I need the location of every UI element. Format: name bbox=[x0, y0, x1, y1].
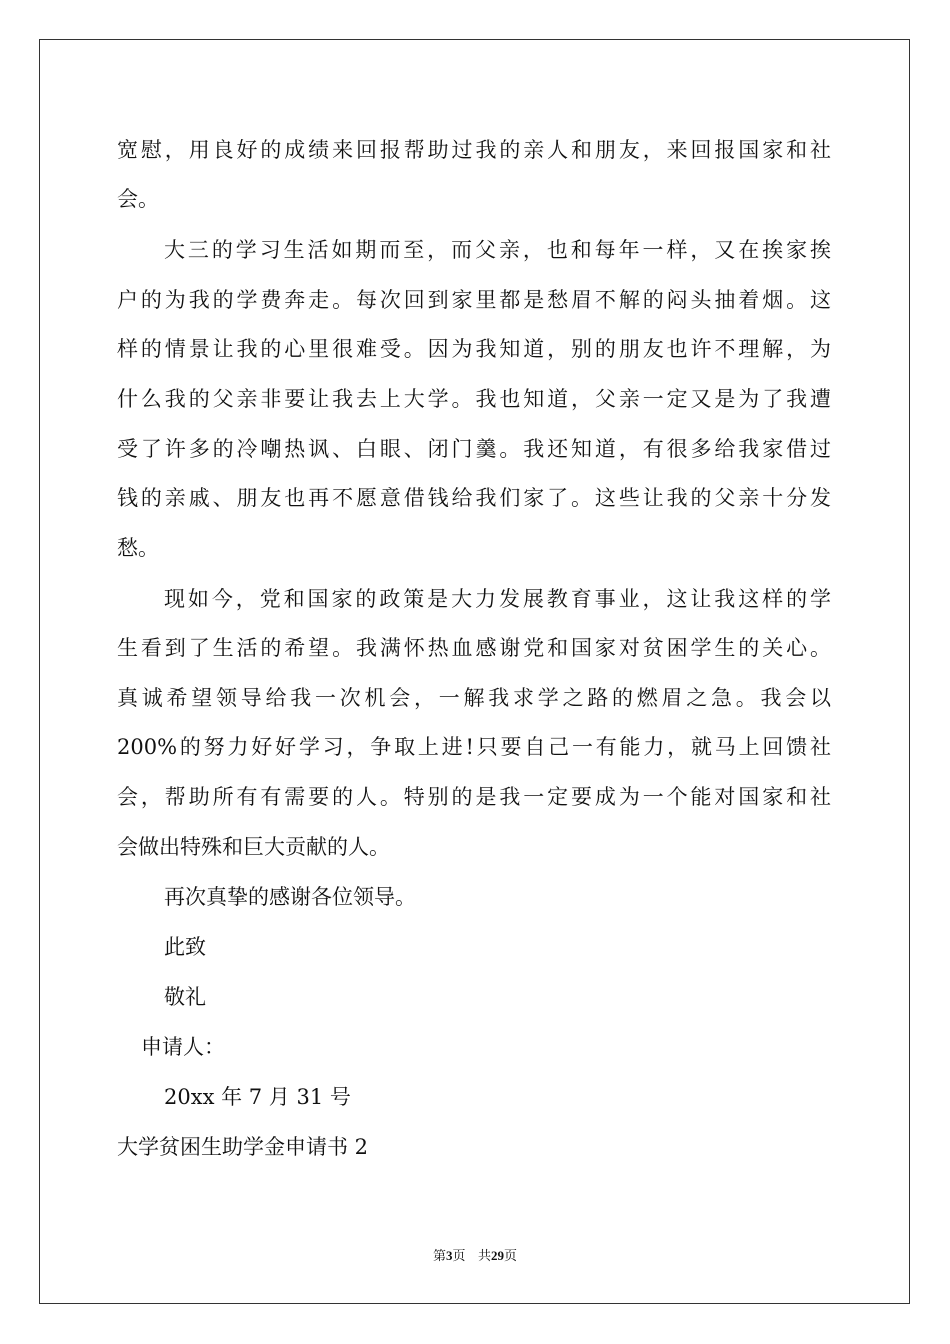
body-line-1: 宽慰，用良好的成绩来回报帮助过我的亲人和朋友，来回报国家和社 bbox=[117, 138, 831, 162]
body-line-4: 户的为我的学费奔走。每次回到家里都是愁眉不解的闷头抽着烟。这 bbox=[117, 288, 831, 312]
body-line-14: 会，帮助所有有需要的人。特别的是我一定要成为一个能对国家和社 bbox=[117, 785, 831, 809]
body-line-3: 大三的学习生活如期而至，而父亲，也和每年一样，又在挨家挨 bbox=[164, 238, 831, 262]
page-suffix: 页 bbox=[452, 1249, 466, 1264]
page-current: 3 bbox=[446, 1248, 453, 1263]
body-line-9: 愁。 bbox=[117, 536, 159, 560]
total-suffix: 页 bbox=[503, 1249, 517, 1264]
body-line-7: 受了许多的冷嘲热讽、白眼、闭门羹。我还知道，有很多给我家借过 bbox=[117, 437, 831, 461]
body-line-2: 会。 bbox=[117, 187, 159, 211]
closing-thanks: 再次真挚的感谢各位领导。 bbox=[164, 885, 416, 909]
body-line-6: 什么我的父亲非要让我去上大学。我也知道，父亲一定又是为了我遭 bbox=[117, 387, 831, 411]
body-line-15: 会做出特殊和巨大贡献的人。 bbox=[117, 835, 390, 859]
applicant-label: 申请人： bbox=[141, 1035, 225, 1059]
body-line-10: 现如今，党和国家的政策是大力发展教育事业，这让我这样的学 bbox=[164, 587, 831, 611]
total-prefix: 共 bbox=[477, 1249, 491, 1264]
body-line-13: 200%的努力好好学习，争取上进!只要自己一有能力，就马上回馈社 bbox=[117, 735, 831, 759]
section-title: 大学贫困生助学金申请书 2 bbox=[117, 1135, 369, 1159]
closing-jingli: 敬礼 bbox=[164, 985, 206, 1009]
page-prefix: 第 bbox=[433, 1249, 447, 1264]
closing-cizhi: 此致 bbox=[164, 935, 206, 959]
date-line: 20xx 年 7 月 31 号 bbox=[164, 1085, 351, 1109]
total-pages: 29 bbox=[490, 1248, 504, 1263]
body-line-8: 钱的亲戚、朋友也再不愿意借钱给我们家了。这些让我的父亲十分发 bbox=[117, 486, 831, 510]
page-footer bbox=[0, 1246, 950, 1267]
page-border bbox=[39, 39, 910, 1304]
body-line-12: 真诚希望领导给我一次机会，一解我求学之路的燃眉之急。我会以 bbox=[117, 686, 831, 710]
body-line-5: 样的情景让我的心里很难受。因为我知道，别的朋友也许不理解，为 bbox=[117, 337, 831, 361]
body-line-11: 生看到了生活的希望。我满怀热血感谢党和国家对贫困学生的关心。 bbox=[117, 636, 831, 660]
